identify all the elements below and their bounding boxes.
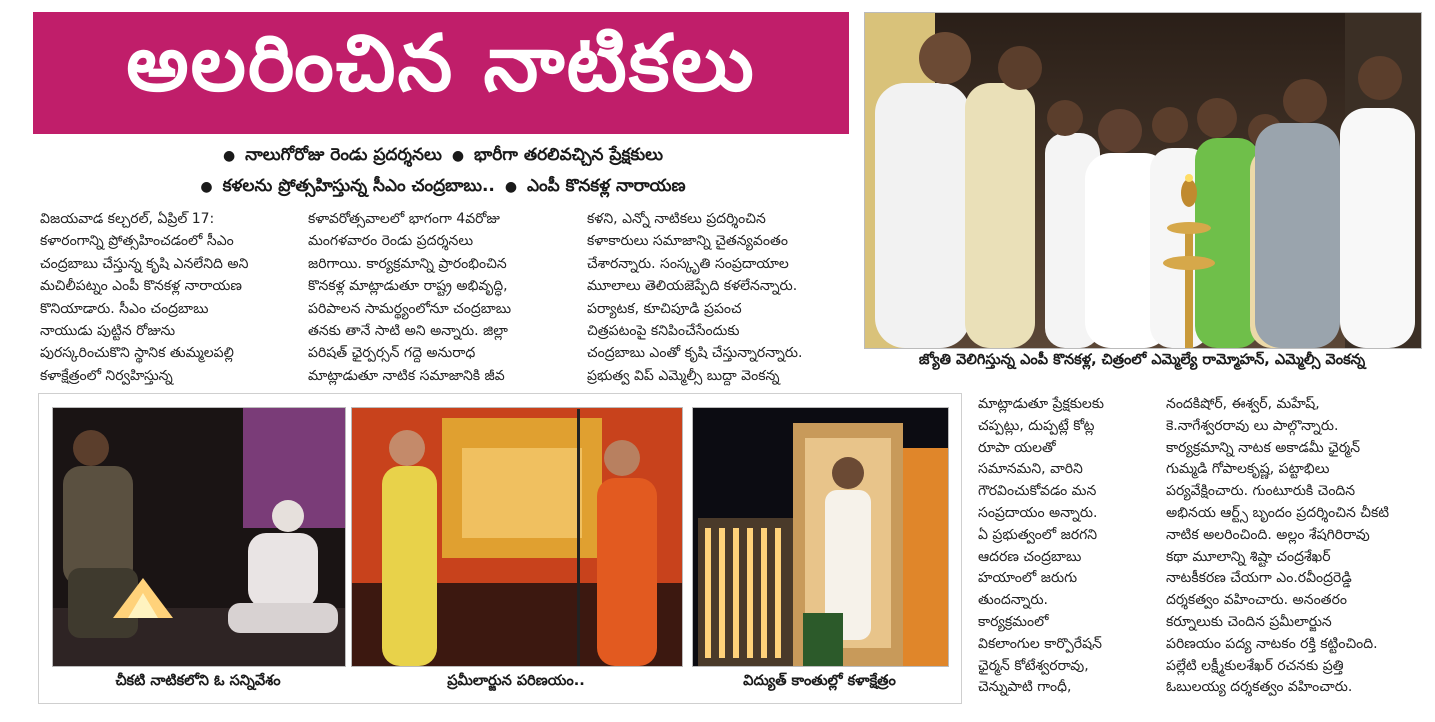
bullet-icon: ● [200,179,213,195]
article-line: చెన్నుపాటి గాంధీ, [978,679,1072,696]
article-column-5 [1166,394,1426,699]
article-line: నాయుడు పుట్టిన రోజును [40,323,176,340]
article-line: ఆదరణ చంద్రబాబు [978,548,1082,565]
article-line: విజయవాడ కల్చరల్, ఏప్రిల్ 17: [40,211,215,227]
article-line: దర్శకత్వం వహించారు. అనంతరం [1166,592,1347,609]
article-line: గౌరవించుకోవడం మన [978,483,1097,500]
photo-2-caption: ప్రమీలార్జున పరిణయం.. [447,673,585,689]
photo-group-border-right [961,393,962,703]
article-column-1 [40,208,295,387]
article-line: మూలాలు తెలియజెప్పేది కళలేనన్నారు. [587,278,798,295]
highlight-text: నాలుగోరోజు రెండు ప్రదర్శనలు [245,145,442,165]
article-line: కార్యక్రమాన్ని నాటక అకాడమీ ఛైర్మన్ [1166,439,1361,456]
article-line: కార్యక్రమంలో [978,613,1049,630]
article-line: హయాంలో జరుగు [978,570,1078,587]
article-line: జరిగాయి. కార్యక్రమాన్ని ప్రారంభించిన [308,255,507,272]
article-line: నాటిక అలరించింది. అల్లం శేషగిరిరావు [1166,526,1370,543]
article-line: ప్రభుత్వ విప్ ఎమ్మెల్సీ బుద్దా వెంకన్న [587,367,780,384]
bullet-icon: ● [504,179,518,195]
article-line: సంప్రదాయం అన్నారు. [978,504,1098,521]
article-line: గుమ్మడి గోపాలకృష్ణ, పట్టాభిలు [1166,461,1330,478]
article-line: చిత్రపటంపై కనిపించేసేందుకు [587,323,740,340]
photo-3-caption: విద్యుత్ కాంతుల్లో కళాక్షేత్రం [743,673,896,689]
photo-group-border-left [38,393,39,703]
article-line: పరిణయం పద్య నాటకం రక్తి కట్టించింది. [1166,635,1378,652]
article-line: కళాకారులు సమాజాన్ని చైతన్యవంతం [587,233,788,250]
highlights [33,140,849,202]
headline: అలరించిన నాటికలు [126,18,756,109]
article-line: కళారంగాన్ని ప్రోత్సహించడంలో సీఎం [40,233,234,250]
article-line: తనకు తానే సాటి అని అన్నారు. జిల్లా [308,323,508,340]
play-scene-illustration [53,408,345,666]
photo-cheekati-play [52,407,346,667]
photo-prameelarjuna [351,407,683,667]
photo-kalakshetram-lights [692,407,949,667]
photo-group-border-bottom [38,703,962,704]
highlight-text: ఎంపీ కొనకళ్ల నారాయణ [526,176,686,196]
highlight-text: కళలను ప్రోత్సహిస్తున్న సీఎం చంద్రబాబు.. [222,176,495,196]
article-line: మాట్లాడుతూ నాటిక సమాజానికి జీవ [308,367,505,384]
article-line: పరిషత్ ఛైర్పర్సన్ గద్దె అనురాధ [308,345,476,362]
building-lights-illustration [693,408,948,666]
article-line: మచిలీపట్నం ఎంపీ కొనకళ్ల నారాయణ [40,278,242,295]
article-line: కళని, ఎన్నో నాటికలు ప్రదర్శించిన [587,211,766,227]
article-line: పరిపాలన సామర్థ్యంలోనూ చంద్రబాబు [308,300,512,317]
article-line: కళావరోత్సవాలలో భాగంగా 4వరోజు [308,211,500,227]
article-line: వికలాంగుల కార్పొరేషన్ [978,635,1102,652]
article-column-4 [978,394,1148,699]
bullet-icon: ● [222,148,236,164]
article-line: నందకిషోర్, ఈశ్వర్, మహేష్, [1166,396,1320,412]
bullet-icon: ● [451,148,465,164]
article-line: కె.నాగేశ్వరరావు లు పాల్గొన్నారు. [1166,417,1339,434]
article-line: అభినయ ఆర్ట్స్ బృందం ప్రదర్శించిన చీకటి [1166,504,1390,521]
article-line: నాటకీకరణ చేయగా ఎం.రవీంద్రరెడ్డి [1166,570,1352,587]
main-photo-caption: జ్యోతి వెలిగిస్తున్న ఎంపీ కొనకళ్ల, చిత్రంలో ఎమ్మెల్యే రామ్మోహన్, ఎమ్మెల్సీ వెంకన్న [918,352,1366,368]
highlight-line-2 [33,171,849,202]
article-line: ఓబులయ్య దర్శకత్వం వహించారు. [1166,679,1353,696]
article-line: కళాక్షేత్రంలో నిర్వహిస్తున్న [40,367,173,384]
lamp-lighting-illustration [865,13,1421,348]
article-line: ఛైర్మన్ కోటేశ్వరరావు, [978,657,1089,674]
article-column-3 [587,208,849,387]
article-line: కొనియాడారు. సీఎం చంద్రబాబు [40,300,209,317]
article-line: చంద్రబాబు చేస్తున్న కృషి ఎనలేనిది అని [40,255,249,272]
stage-scene-illustration [352,408,682,666]
highlight-text: భారీగా తరలివచ్చిన ప్రేక్షకులు [473,145,664,165]
article-line: మంగళవారం రెండు ప్రదర్శనలు [308,233,474,250]
article-line: మాట్లాడుతూ ప్రేక్షకులకు [978,396,1104,412]
main-photo-lamp-lighting [864,12,1422,349]
article-line: తుందన్నారు. [978,592,1048,609]
article-line: పురస్కరించుకొని స్థానిక తుమ్మలపల్లి [40,345,234,362]
article-line: పర్యవేక్షించారు. గుంటూరుకి చెందిన [1166,483,1356,500]
article-line: కొనకళ్ల మాట్లాడుతూ రాష్ట్ర అభివృద్ధి, [308,278,508,295]
article-line: చప్పట్లు, దుప్పట్లే కోట్ల [978,417,1095,434]
highlight-line-1 [33,140,849,171]
article-line: చేశారన్నారు. సంస్కృతి సంప్రదాయాల [587,255,789,272]
article-line: చంద్రబాబు ఎంతో కృషి చేస్తున్నారన్నారు. [587,345,803,362]
article-column-2 [308,208,570,387]
photo-group-border-top [38,393,962,394]
article-line: పల్లేటి లక్ష్మీకులశేఖర్ రచనకు ప్రత్తి [1166,657,1344,674]
article-line: సమానమని, వారిని [978,461,1083,478]
article-line: రూపా యలతో [978,439,1056,456]
headline-banner [33,12,849,134]
article-line: కర్నూలుకు చెందిన ప్రమీలార్జున [1166,613,1332,630]
article-line: కథా మూలాన్ని శిష్టా చంద్రశేఖర్ [1166,548,1331,565]
article-line: పర్యాటక, కూచిపూడి ప్రపంచ [587,300,742,317]
article-line: ఏ ప్రభుత్వంలో జరగని [978,526,1098,543]
photo-1-caption: చీకటి నాటికలోని ఓ సన్నివేశం [115,673,281,689]
